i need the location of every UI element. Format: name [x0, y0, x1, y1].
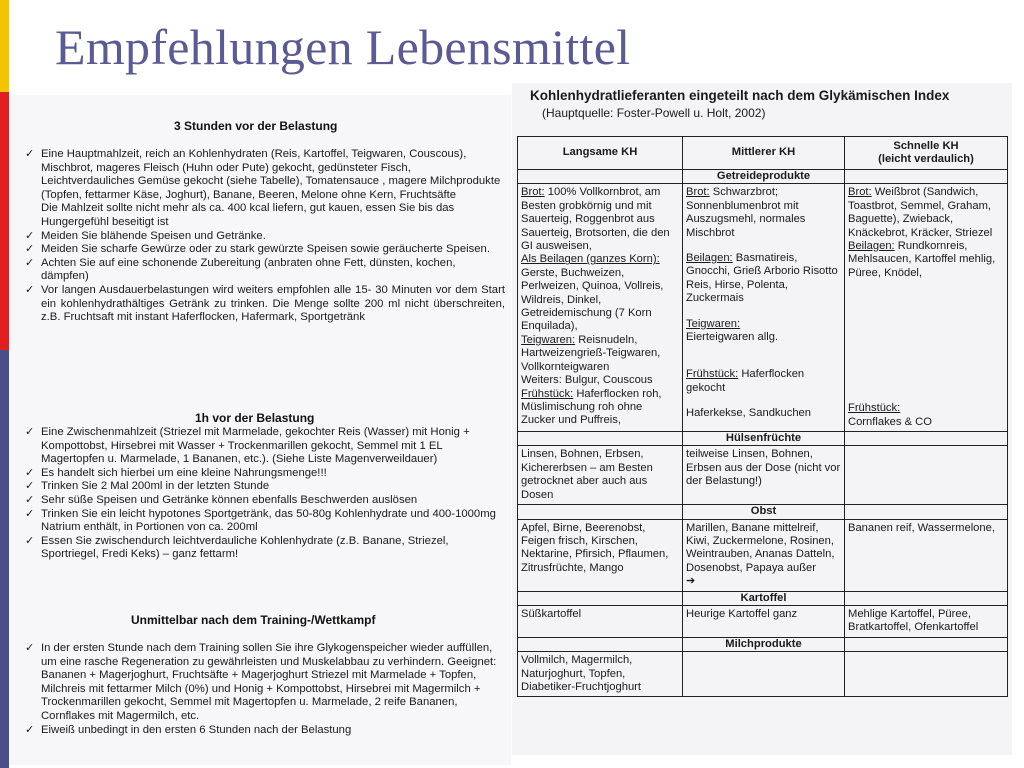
- cell-getreide-mid: Brot: Schwarzbrot; Sonnenblumenbrot mit Auszugsmehl, normales Mischbrot Beilagen: Basmatireis, Gnocchi, Grieß Arborio Risotto Reis, Hirse, Polenta, Zuckermais Teigwaren: Eierteigwaren allg. Frühstück: Haferflocken gekocht Haferkekse, Sandkuchen: [683, 184, 845, 432]
- cell-obst-fast: Bananen reif, Wassermelone,: [845, 519, 1008, 591]
- list-item: ✓ Vor langen Ausdauerbelastungen wird weiters empfohlen alle 15- 30 Minuten vor dem Start ein kohlenhydrathältiges Getränk zu trinken. Die Menge sollte 200 ml nicht überschreiten, z.B. Fruchtsaft mit instant Haferflocken, Hafermark, Sportgetränk: [25, 284, 505, 325]
- list-item: ✓ Eine Zwischenmahlzeit (Striezel mit Marmelade, gekochter Reis (Wasser) mit Honig + Kompottobst, Hirsebrei mit Wasser + Trockenmarillen gekocht, Semmel mit 1 EL Magertopfen u. Marmelade, 1 Bananen, etc.). (Siehe Liste Magenverweildauer): [25, 426, 505, 467]
- accent-strip-red: [0, 92, 9, 350]
- list-item: ✓ Meiden Sie scharfe Gewürze oder zu stark gewürzte Speisen sowie geräucherte Speisen.: [25, 243, 505, 257]
- list-item: ✓ Achten Sie auf eine schonende Zubereitung (anbraten ohne Fett, dünsten, kochen, dämpfen): [25, 257, 505, 284]
- table-source: (Hauptquelle: Foster-Powell u. Holt, 2002): [542, 106, 766, 120]
- cell-milch-slow: Vollmilch, Magermilch, Naturjoghurt, Topfen, Diabetiker-Fruchtjoghurt: [518, 652, 683, 697]
- cell-getreide-fast: Brot: Weißbrot (Sandwich, Toastbrot, Semmel, Graham, Baguette), Zwieback, Knäckebrot, Kräcker, Striezel Beilagen: Rundkornreis, Mehlsaucen, Kartoffel mehlig, Püree, Knödel, Frühstück: Cornflakes & CO: [845, 184, 1008, 432]
- table-row: [518, 446, 1008, 505]
- category-obst: Obst: [683, 505, 845, 519]
- category-getreide: Getreideprodukte: [683, 170, 845, 184]
- list-item: ✓ Trinken Sie 2 Mal 200ml in der letzten Stunde: [25, 480, 505, 494]
- right-scan-panel: [512, 83, 1012, 755]
- list-item: ✓ Essen Sie zwischendurch leichtverdauliche Kohlenhydrate (z.B. Banane, Striezel, Sportriegel, Fredi Keks) – ganz fettarm!: [25, 535, 505, 562]
- cell-kartoffel-fast: Mehlige Kartoffel, Püree, Bratkartoffel, Ofenkartoffel: [845, 605, 1008, 637]
- table-row: [518, 519, 1008, 591]
- table-row: [518, 605, 1008, 637]
- left-scan-panel: [9, 95, 511, 765]
- cell-huelsen-slow: Linsen, Bohnen, Erbsen, Kichererbsen – am Besten getrocknet aber auch aus Dosen: [518, 446, 683, 505]
- section-3h-list: [25, 148, 505, 325]
- section-note: Die Mahlzeit sollte nicht mehr als ca. 400 kcal liefern, gut kauen, essen Sie bis das Hungergefühl beseitigt ist: [41, 202, 455, 228]
- section-heading-3h: 3 Stunden vor der Belastung: [174, 119, 338, 133]
- header-fast: Schnelle KH (leicht verdaulich): [845, 137, 1008, 170]
- cell-milch-fast: [845, 652, 1008, 697]
- list-item: ✓ Trinken Sie ein leicht hypotones Sportgetränk, das 50-80g Kohlenhydrate und 400-1000mg Natrium enthält, in Portionen von ca. 200ml: [25, 508, 505, 535]
- cell-milch-mid: [683, 652, 845, 697]
- table-header-row: [518, 137, 1008, 170]
- list-item: ✓ Es handelt sich hierbei um eine kleine Nahrungsmenge!!!: [25, 467, 505, 481]
- cell-kartoffel-slow: Süßkartoffel: [518, 605, 683, 637]
- cell-getreide-slow: Brot: 100% Vollkornbrot, am Besten grobkörnig und mit Sauerteig, Roggenbrot aus Sauerteig, Brotsorten, die den GI ausweisen, Als Beilagen (ganzes Korn): Gerste, Buchweizen, Perlweizen, Quinoa, Vollreis, Wildreis, Dinkel, Getreidemischung (7 Korn Enquilada), Teigwaren: Reisnudeln, Hartweizengrieß-Teigwaren, Vollkornteigwaren Weiters: Bulgur, Couscous Frühstück: Haferflocken roh, Müslimischung roh ohne Zucker und Puffreis,: [518, 184, 683, 432]
- list-item: ✓ Eine Hauptmahlzeit, reich an Kohlenhydraten (Reis, Kartoffel, Teigwaren, Couscous), Mischbrot, mageres Fleisch (Huhn oder Pute) gekocht, gedünsteter Fisch, Leichtverdauliches Gemüse gekocht (siehe Tabelle), Tomatensauce , magere Milchprodukte (Topfen, fettarmer Käse, Joghurt), Banane, Beeren, Melone ohne Kern, Fruchtsäfte Die Mahlzeit sollte nicht mehr als ca. 400 kcal liefern, gut kauen, essen Sie bis das Hungergefühl beseitigt ist: [25, 148, 505, 230]
- gi-table: [517, 136, 1008, 697]
- cell-obst-slow: Apfel, Birne, Beerenobst, Feigen frisch, Kirschen, Nektarine, Pfirsich, Pflaumen, Zitrusfrüchte, Mango: [518, 519, 683, 591]
- table-title: Kohlenhydratlieferanten eingeteilt nach dem Glykämischen Index: [530, 88, 950, 103]
- arrow-icon: ➔: [686, 575, 696, 588]
- cell-obst-mid: Marillen, Banane mittelreif, Kiwi, Zuckermelone, Rosinen, Weintrauben, Ananas Datteln, Dosenobst, Papaya außer ➔: [683, 519, 845, 591]
- cell-huelsen-mid: teilweise Linsen, Bohnen, Erbsen aus der Dose (nicht vor der Belastung!): [683, 446, 845, 505]
- cell-huelsen-fast: [845, 446, 1008, 505]
- cell-kartoffel-mid: Heurige Kartoffel ganz: [683, 605, 845, 637]
- slide-title: Empfehlungen Lebensmittel: [55, 19, 631, 75]
- category-milch: Milchprodukte: [683, 637, 845, 651]
- section-heading-after: Unmittelbar nach dem Training-/Wettkampf: [131, 613, 376, 627]
- list-item: ✓ Meiden Sie blähende Speisen und Getränke.: [25, 230, 505, 244]
- category-huelsen: Hülsenfrüchte: [683, 432, 845, 446]
- category-kartoffel: Kartoffel: [683, 591, 845, 605]
- accent-strip-navy: [0, 350, 9, 768]
- section-heading-1h: 1h vor der Belastung: [195, 411, 315, 425]
- accent-strip-yellow: [0, 0, 9, 92]
- table-row: [518, 652, 1008, 697]
- header-slow: Langsame KH: [518, 137, 683, 170]
- list-item: ✓ In der ersten Stunde nach dem Training sollen Sie ihre Glykogenspeicher wieder auffüllen, um eine rasche Regeneration zu gewährleisten und Muskelabbau zu verhindern. Geeignet: Bananen + Magerjoghurt, Fruchtsäfte + Magerjoghurt Striezel mit Marmelade + Topfen, Milchreis mit fettarmer Milch (0%) und Honig + Kompottobst, Hirsebrei mit Magermilch + Trockenmarillen gekocht, Semmel mit Magertopfen u. Marmelade, 2 reife Bananen, Cornflakes mit Magermilch, etc.: [25, 642, 505, 724]
- header-mid: Mittlerer KH: [683, 137, 845, 170]
- table-row: [518, 184, 1008, 432]
- section-after-list: [25, 642, 505, 737]
- list-item: ✓ Eiweiß unbedingt in den ersten 6 Stunden nach der Belastung: [25, 724, 505, 738]
- section-1h-list: [25, 426, 505, 562]
- list-item: ✓ Sehr süße Speisen und Getränke können ebenfalls Beschwerden auslösen: [25, 494, 505, 508]
